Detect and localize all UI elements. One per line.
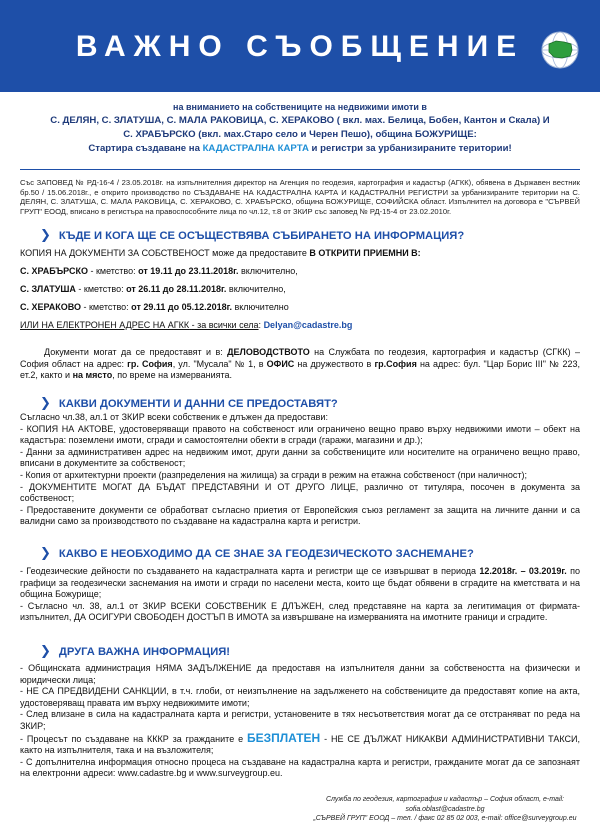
other-info xyxy=(20,663,580,780)
docs-t8: гр.София xyxy=(374,358,417,369)
footer-line-1: Служба по геодезия, картография и кадастър – София област, e-mail: sofia.oblast@cadastre.bg xyxy=(326,796,564,813)
intro-line-4 xyxy=(20,142,580,156)
order-paragraph: Със ЗАПОВЕД № РД-16-4 / 23.05.2018г. на изпълнителния директор на Агенция по геодезия, картография и кадастър (АГКК), обявена в Държавен вестник бр.50 / 15.06.2018г., е открито производство по СЪЗДАВАНЕ НА КАДАСТРАЛНА КАРТА И КАДАСТРАЛНИ РЕГИСТРИ за урбанизираните територии на С. ДЕЛЯН, С. ЗЛАТУША, С. МАЛА РАКОВИЦА, С. ХЕРАКОВО, С. ХРАБЪРСКО, община БОЖУРИЩЕ, СОФИЙСКА област. Изпълнител на договора е "СЪРВЕЙ ГРУП" ЕООД, вписано в регистъра на правоспособните лица по чл.12, т.8 от ЗКИР със заповед № РД-15-4 от 23.02.2010г. xyxy=(20,178,580,216)
docs-t4: гр. София xyxy=(127,358,173,369)
section-1-title: КЪДЕ И КОГА ЩЕ СЕ ОСЪЩЕСТВЯВА СЪБИРАНЕТО НА ИНФОРМАЦИЯ? xyxy=(58,230,465,242)
email-link[interactable]: Delyan@cadastre.bg xyxy=(263,320,353,330)
documents-list xyxy=(20,412,580,528)
schedule-mid: - кметство: xyxy=(75,284,127,294)
intro-end-text: и регистри за урбанизираните територии! xyxy=(308,143,512,154)
survey-info xyxy=(20,566,580,624)
free-highlight: БЕЗПЛАТЕН xyxy=(246,730,321,745)
schedule-tail: включително, xyxy=(238,266,298,276)
copy-docs-emph: В ОТКРИТИ ПРИЕМНИ В: xyxy=(309,248,421,258)
section-4-heading xyxy=(40,643,230,659)
list-item: - ДОКУМЕНТИТЕ МОГАТ ДА БЪДАТ ПРЕДСТАВЯНИ И ОТ ДРУГО ЛИЦЕ, различно от титуляра, посочен в документа за собственост; xyxy=(20,481,580,504)
survey-p1c: по графици за геодезически заснемания на имоти и сгради по населени места, които ще бъдат обявени в сградите на кметствата и на община Божурище; xyxy=(20,566,580,600)
intro-line-3: С. ХРАБЪРСКО (вкл. мах.Старо село и Черен Пешо), община БОЖУРИЩЕ: xyxy=(123,129,477,140)
schedule-row xyxy=(20,266,585,277)
schedule-place: С. ХРАБЪРСКО xyxy=(20,266,88,276)
docs-t7: на дружеството в xyxy=(294,358,375,369)
online-colon: : xyxy=(258,320,264,330)
docs-t5: , ул. "Мусала" № 1, в xyxy=(172,358,267,369)
bulgaria-map-globe-icon xyxy=(540,30,580,70)
intro-line-2: С. ДЕЛЯН, С. ЗЛАТУША, С. МАЛА РАКОВИЦА, С. ХЕРАКОВО ( вкл. мах. Белица, Бобен, Кантон и Скала) И xyxy=(50,115,550,126)
schedule-dates: от 29.11 до 05.12.2018г. xyxy=(131,302,232,312)
online-label: ИЛИ НА ЕЛЕКТРОНЕН АДРЕС НА АГКК xyxy=(20,320,190,330)
list-item: - Общинската администрация НЯМА ЗАДЪЛЖЕНИЕ да предоставя на изпълнителя данни за собствеността на физически и юридически лица; xyxy=(20,663,580,685)
schedule-row xyxy=(20,302,585,313)
copy-docs-line xyxy=(20,248,585,259)
docs-t3: на Службата по геодезия, картография и кадастър (СГКК) – София област на адрес: xyxy=(20,347,580,369)
list-item: - Копия от архитектурни проекти (разпределения на жилища) за сгради в режим на етажна собственост (при наличност); xyxy=(20,469,528,480)
list-item: - Данни за административен адрес на недвижим имот, други данни за собствениците или носителите на ограничено вещно право, вписани в документите за собственост; xyxy=(20,446,580,469)
schedule-place: С. ХЕРАКОВО xyxy=(20,302,81,312)
footer-line-2: „СЪРВЕЙ ГРУП" ЕООД – тел. / факс 02 85 02 003, e-mail: office@surveygroup.eu xyxy=(313,815,577,822)
schedule-mid: - кметство: xyxy=(81,302,132,312)
docs-t9: на адрес: бул. "Цар Борис III" № 223, ет.2, както и xyxy=(20,358,580,381)
divider xyxy=(20,169,580,170)
list-item: - С допълнителна информация относно процеса на създаване на кадастрална карта и регистри, гражданите могат да се запознаят на електронни адреси: www.cadastre.bg и www.surveygroup.eu. xyxy=(20,756,580,779)
online-line xyxy=(20,320,585,331)
page-title: ВАЖНО СЪОБЩЕНИЕ xyxy=(75,30,525,63)
list-item: - След влизане в сила на кадастралната карта и регистри, установените в тях несъответствия могат да се отстраняват по реда на ЗКИР; xyxy=(20,709,580,731)
copy-docs-text: КОПИЯ НА ДОКУМЕНТИ ЗА СОБСТВЕНОСТ може да предоставите xyxy=(20,248,310,258)
schedule-row xyxy=(20,284,585,295)
free-text-c: - НЕ СЕ ДЪЛЖАТ НИКАКВИ АДМИНИСТРАТИВНИ ТАКСИ, както на изпълнителя, така и на възложителя; xyxy=(20,733,580,756)
docs-t10: на място xyxy=(72,370,113,381)
section-3-heading xyxy=(40,545,474,561)
chevron-right-icon: ❯ xyxy=(40,395,51,410)
section-2-heading xyxy=(40,395,338,411)
chevron-right-icon: ❯ xyxy=(40,227,51,242)
documents-lead: Съгласно чл.38, ал.1 от ЗКИР всеки собственик е длъжен да предостави: xyxy=(20,412,328,422)
survey-p1a: - Геодезические дейности по създаването на кадастралната карта и регистри ще се извършват в периода xyxy=(20,566,480,576)
section-2-title: КАКВИ ДОКУМЕНТИ И ДАННИ СЕ ПРЕДОСТАВЯТ? xyxy=(58,398,338,410)
intro-line-1: на вниманието на собствениците на недвижими имоти в xyxy=(173,102,427,112)
survey-period: 12.2018г. – 03.2019г. xyxy=(479,566,567,576)
docs-t1: Документи могат да се предоставят и в: xyxy=(44,347,228,357)
chevron-right-icon: ❯ xyxy=(40,545,51,560)
free-text-a: - Процесът по създаване на КККР за гражданите е xyxy=(20,733,247,744)
docs-paragraph xyxy=(20,347,580,382)
intro-start-text: Стартира създаване на xyxy=(88,143,203,154)
schedule-dates: от 26.11 до 28.11.2018г. xyxy=(126,284,227,294)
section-4-title: ДРУГА ВАЖНА ИНФОРМАЦИЯ! xyxy=(58,646,231,658)
footer xyxy=(300,795,590,824)
schedule-tail: включително, xyxy=(226,284,286,294)
header-banner xyxy=(0,0,600,92)
chevron-right-icon: ❯ xyxy=(40,643,51,658)
intro-block xyxy=(20,100,580,156)
cadastral-map-highlight: КАДАСТРАЛНА КАРТА xyxy=(202,143,309,154)
survey-p2: - Съгласно чл. 38, ал.1 от ЗКИР ВСЕКИ СОБСТВЕНИК Е ДЛЪЖЕН, след представяне на карта за легитимация от фирмата-изпълнител, ДА ОСИГУРИ СВОБОДЕН ДОСТЪП В ИМОТА за извършване на измерванията на имотните граници и сградите. xyxy=(20,600,580,623)
list-item: - Предоставените документи се обработват съгласно приетия от Европейския съюз регламент за защита на личните данни и са валидни само за производството по създаване на кадастрална карта и регистри. xyxy=(20,504,580,527)
schedule-dates: от 19.11 до 23.11.2018г. xyxy=(138,266,239,276)
docs-t11: , по време на измерванията. xyxy=(112,370,233,381)
list-item: - КОПИЯ НА АКТОВЕ, удостоверяващи правото на собственост или ограничено вещно право върху недвижими имоти – обект на кадастъра: поземлени имоти, сгради и самостоятелни обекти в сгради (гаражи, магазини и др.); xyxy=(20,423,580,446)
schedule-place: С. ЗЛАТУША xyxy=(20,284,76,294)
section-1-heading xyxy=(40,227,464,243)
section-3-title: КАКВО Е НЕОБХОДИМО ДА СЕ ЗНАЕ ЗА ГЕОДЕЗИЧЕСКОТО ЗАСНЕМАНЕ? xyxy=(58,548,474,560)
schedule-tail: включително xyxy=(231,302,289,312)
list-item: - НЕ СА ПРЕДВИДЕНИ САНКЦИИ, в т.ч. глоби, от неизпълнение на задълженето на собствениците да предоставят копие на акта, удостоверяващ правата им върху недвижимите имоти; xyxy=(20,686,580,708)
docs-t6: ОФИС xyxy=(266,358,295,369)
online-all-villages: - за всички села xyxy=(189,320,259,330)
docs-t2: ДЕЛОВОДСТВОТО xyxy=(227,347,310,357)
schedule-mid: - кметство: xyxy=(87,266,139,276)
